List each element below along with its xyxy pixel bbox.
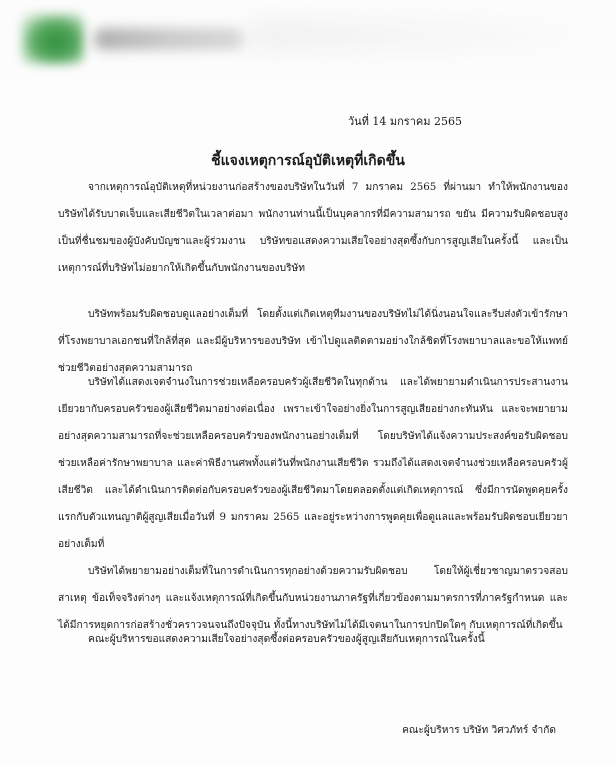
company-logo — [22, 14, 84, 64]
letter-title: ชี้แจงเหตุการณ์อุบัติเหตุที่เกิดขึ้น — [211, 153, 405, 169]
letter-date: วันที่ 14 มกราคม 2565 — [347, 115, 462, 128]
paragraph-incident: จากเหตุการณ์อุบัติเหตุที่หน่วยงานก่อสร้างของบริษัทในวันที่ 7 มกราคม 2565 ที่ผ่านมา ทำให้พนักงานของบริษัทได้รับบาดเจ็บและเสียชีวิตในเวลาต่อมา พนักงานท่านนี้เป็นบุคลากรที่มีความสามารถ ขยัน มีความรับผิดชอบสูง เป็นที่ชื่นชมของผู้บังคับบัญชาและผู้ร่วมงาน บริษัทขอแสดงความเสียใจอย่างสุดซึ้งกับการสูญเสียในครั้งนี้ และเป็นเหตุการณ์ที่บริษัทไม่อยากให้เกิดขึ้นกับพนักงานของบริษัท — [58, 182, 568, 274]
paragraph-investigation: บริษัทได้พยายามอย่างเต็มที่ในการดำเนินการทุกอย่างด้วยความรับผิดชอบ โดยให้ผู้เชี่ยวชาญมาตรวจสอบสาเหตุ ข้อเท็จจริงต่างๆ และแจ้งเหตุการณ์ที่เกิดขึ้นกับหน่วยงานภาครัฐที่เกี่ยวข้องตามมาตรการที่ภาครัฐกำหนด และได้มีการหยุดการก่อสร้างชั่วคราวจนจนถึงปัจจุบัน ทั้งนี้ทางบริษัทไม่ได้มีเจตนาในการปกปิดใดๆ กับเหตุการณ์ที่เกิดขึ้น — [58, 566, 568, 631]
paragraph-assistance: บริษัทได้แสดงเจตจำนงในการช่วยเหลือครอบครัวผู้เสียชีวิตในทุกด้าน และได้พยายามดำเนินการประสานงานเยียวยากับครอบครัวของผู้เสียชีวิตมาอย่างต่อเนื่อง เพราะเข้าใจอย่างยิ่งในการสูญเสียอย่างกะทันหัน และจะพยายามอย่างสุดความสามารถที่จะช่วยเหลือครอบครัวของพนักงานอย่างเต็มที่ โดยบริษัทได้แจ้งความประสงค์ขอรับผิดชอบช่วยเหลือค่ารักษาพยาบาล และค่าพิธีงานศพทั้งแต่วันที่พนักงานเสียชีวิต รวมถึงได้แสดงเจตจำนงช่วยเหลือครอบครัวผู้เสียชีวิต และได้ดำเนินการติดต่อกับครอบครัวของผู้เสียชีวิตมาโดยตลอดตั้งแต่เกิดเหตุการณ์ ซึ่งมีการนัดพูดคุยครั้งแรกกับตัวแทนญาติผู้สูญเสียเมื่อวันที่ 9 มกราคม 2565 และอยู่ระหว่างการพูดคุยเพื่อดูแลและพร้อมรับผิดชอบเยียวยาอย่างเต็มที่ — [58, 377, 568, 550]
letter-signature: คณะผู้บริหาร บริษัท วิศวภัทร์ จำกัด — [402, 725, 556, 736]
paragraph-condolence: คณะผู้บริหารขอแสดงความเสียใจอย่างสุดซึ้งต่อครอบครัวของผู้สูญเสียกับเหตุการณ์ในครั้งนี้ — [88, 634, 485, 645]
paragraph-responsibility: บริษัทพร้อมรับผิดชอบดูแลอย่างเต็มที่ โดยตั้งแต่เกิดเหตุทีมงานของบริษัทไม่ได้นิ่งนอนใจและรีบส่งตัวเข้ารักษาที่โรงพยาบาลเอกชนที่ใกล้ที่สุด และมีผู้บริหารของบริษัท เข้าไปดูแลติดตามอย่างใกล้ชิดที่โรงพยาบาลและขอให้แพทย์ช่วยชีวิตอย่างสุดความสามารถ — [58, 309, 568, 374]
company-name-blurred — [94, 28, 244, 50]
blurred-letterhead — [0, 0, 616, 82]
letterhead-blur-overlay — [250, 20, 590, 50]
